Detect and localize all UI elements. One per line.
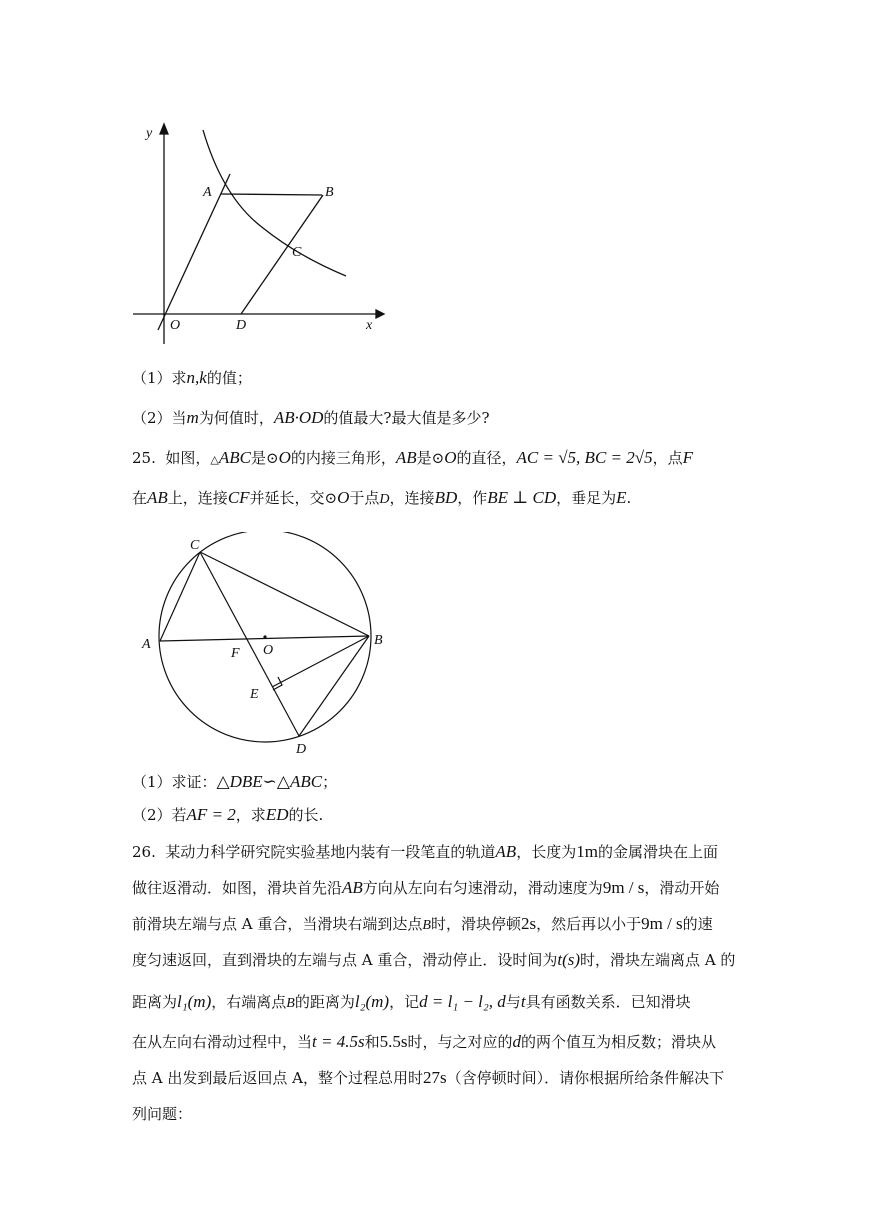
q25-line1: 25. 如图，△ABC是⊙O的内接三角形，AB是⊙O的直径，AC = √5, BC = 2√5，点F — [132, 448, 693, 467]
label-O: O — [263, 643, 274, 658]
q26-line1: 26. 某动力科学研究院实验基地内装有一段笔直的轨道AB，长度为1m的金属滑块在上面 — [132, 842, 718, 861]
line-OA — [158, 174, 230, 330]
label-y: y — [146, 126, 153, 141]
hyperbola-curve — [203, 130, 346, 276]
q25-line2: 在AB上，连接CF并延长，交⊙O于点D，连接BD，作BE ⊥ CD，垂足为E. — [132, 488, 632, 507]
label-F: F — [231, 646, 240, 661]
q26-line6: 在从左向右滑动过程中，当t = 4.5s和5.5s时，与之对应的d的两个值互为相反数；滑块从 — [132, 1032, 716, 1051]
q24-part1: （1）求n,k的值； — [132, 368, 252, 387]
label-C: C — [292, 245, 302, 260]
label-C: C — [190, 538, 200, 553]
label-A: A — [142, 637, 151, 652]
label-O: O — [170, 318, 181, 333]
label-D: D — [236, 318, 247, 333]
q25-part2: （2）若AF = 2，求ED的长. — [132, 805, 324, 824]
q26-line7: 点 A 出发到最后返回点 A，整个过程总用时27s（含停顿时间）．请你根据所给条件解决下 — [132, 1068, 725, 1087]
label-B: B — [374, 633, 383, 648]
center-point — [263, 635, 266, 638]
label-x: x — [366, 318, 373, 333]
y-axis-arrow — [160, 124, 168, 134]
label-E: E — [250, 687, 259, 702]
segment-CD — [200, 552, 299, 736]
figure-circle-geometry — [130, 532, 400, 760]
q26-line8: 列问题： — [132, 1105, 193, 1123]
q26-line5: 距离为l₁(m)，右端离点B的距离为l₂(m)，记d = l₁ − l₂, d与t具有函数关系．已知滑块 — [132, 992, 691, 1011]
q26-line3: 前滑块左端与点 A 重合，当滑块右端到达点B时，滑块停顿2s，然后再以小于9m / s的速 — [132, 914, 713, 933]
label-B: B — [325, 185, 334, 200]
line-DB — [241, 195, 323, 314]
segment-AB — [221, 194, 322, 195]
label-A: A — [203, 185, 212, 200]
q24-part2: （2）当m为何值时，AB·OD的值最大?最大值是多少? — [132, 408, 490, 427]
label-D: D — [296, 742, 307, 757]
segment-BE — [272, 636, 369, 687]
x-axis-arrow — [376, 310, 384, 318]
q26-line4: 度匀速返回，直到滑块的左端与点 A 重合，滑动停止．设时间为t(s)时，滑块左端离点 A 的 — [132, 950, 736, 969]
q26-line2: 做往返滑动．如图，滑块首先沿AB方向从左向右匀速滑动，滑动速度为9m / s，滑动开始 — [132, 878, 720, 897]
figure-coordinate-graph — [128, 118, 388, 350]
q25-part1: （1）求证：△DBE∽△ABC； — [132, 772, 338, 791]
